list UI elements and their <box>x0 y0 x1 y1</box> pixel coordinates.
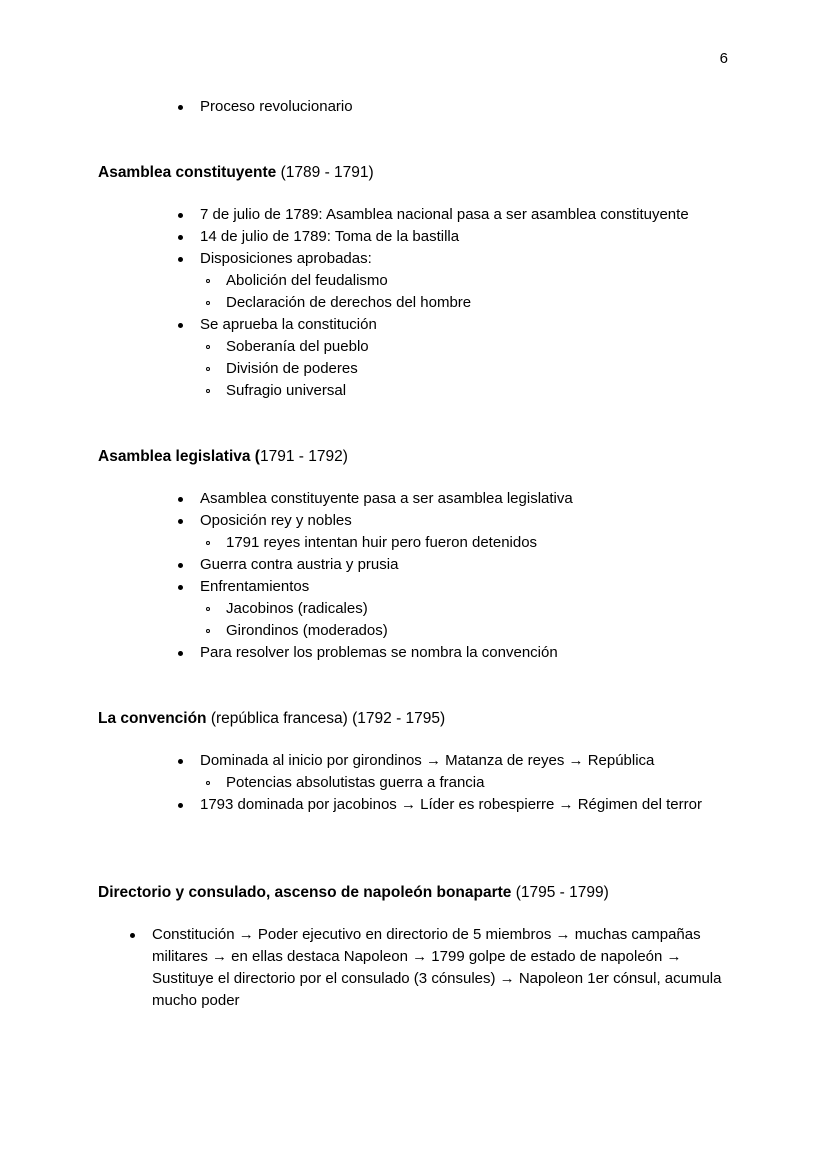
page-number: 6 <box>719 50 728 67</box>
spacer <box>98 816 730 882</box>
spacer <box>98 730 730 750</box>
bullet-list <box>178 204 730 402</box>
list-item: Enfrentamientos <box>178 576 730 598</box>
sub-bullet-list <box>178 336 730 402</box>
list-item: Se aprueba la constitución <box>178 314 730 336</box>
list-item: Constitución → Poder ejecutivo en directorio de 5 miembros → muchas campañas militares → en ellas destaca Napoleon → 1799 golpe de estado de napoleón → Sustituye el directorio por el consulado (3 cónsules) → Napoleon 1er cónsul, acumula mucho poder <box>130 924 730 1012</box>
section-bullet-group <box>178 750 730 816</box>
section-heading-title: Asamblea legislativa ( <box>98 448 260 465</box>
list-item: 14 de julio de 1789: Toma de la bastilla <box>178 226 730 248</box>
list-item: División de poderes <box>206 358 730 380</box>
intro-bullet-list <box>178 96 730 118</box>
list-item: Asamblea constituyente pasa a ser asamblea legislativa <box>178 488 730 510</box>
list-item: 7 de julio de 1789: Asamblea nacional pasa a ser asamblea constituyente <box>178 204 730 226</box>
spacer <box>98 118 730 162</box>
list-item: Disposiciones aprobadas: <box>178 248 730 270</box>
section-bullet-group <box>178 488 730 664</box>
section-heading <box>98 162 730 184</box>
section-heading <box>98 446 730 468</box>
section-heading <box>98 882 730 904</box>
section-heading <box>98 708 730 730</box>
list-item: Girondinos (moderados) <box>206 620 730 642</box>
section-heading-dates: (1795 - 1799) <box>511 884 609 901</box>
sub-bullet-list <box>178 772 730 794</box>
spacer <box>98 184 730 204</box>
section-heading-dates: (1789 - 1791) <box>276 164 374 181</box>
section-heading-dates: (república francesa) (1792 - 1795) <box>206 710 446 727</box>
section-heading-title: La convención <box>98 710 207 727</box>
section-bullet-group <box>178 204 730 402</box>
list-item: Dominada al inicio por girondinos → Matanza de reyes → República <box>178 750 730 772</box>
list-item: Sufragio universal <box>206 380 730 402</box>
spacer <box>98 904 730 924</box>
document-content <box>98 96 730 1012</box>
list-item: 1793 dominada por jacobinos → Líder es robespierre → Régimen del terror <box>178 794 730 816</box>
sub-bullet-list <box>178 532 730 554</box>
sub-bullet-list <box>178 598 730 642</box>
list-item: Para resolver los problemas se nombra la convención <box>178 642 730 664</box>
section-bullet-group <box>130 924 730 1012</box>
intro-bullet-group <box>178 96 730 118</box>
bullet-list <box>178 750 730 816</box>
list-item: Proceso revolucionario <box>178 96 730 118</box>
sub-bullet-list <box>178 270 730 314</box>
spacer <box>98 402 730 446</box>
list-item: Jacobinos (radicales) <box>206 598 730 620</box>
list-item: Oposición rey y nobles <box>178 510 730 532</box>
list-item: Declaración de derechos del hombre <box>206 292 730 314</box>
spacer <box>98 664 730 708</box>
list-item: Abolición del feudalismo <box>206 270 730 292</box>
list-item: Guerra contra austria y prusia <box>178 554 730 576</box>
spacer <box>98 468 730 488</box>
bullet-list <box>130 924 730 1012</box>
list-item: 1791 reyes intentan huir pero fueron detenidos <box>206 532 730 554</box>
section-heading-title: Directorio y consulado, ascenso de napoleón bonaparte <box>98 884 512 901</box>
bullet-list <box>178 488 730 664</box>
section-heading-title: Asamblea constituyente <box>98 164 277 181</box>
list-item: Potencias absolutistas guerra a francia <box>206 772 730 794</box>
list-item: Soberanía del pueblo <box>206 336 730 358</box>
section-heading-dates: 1791 - 1792) <box>259 448 348 465</box>
